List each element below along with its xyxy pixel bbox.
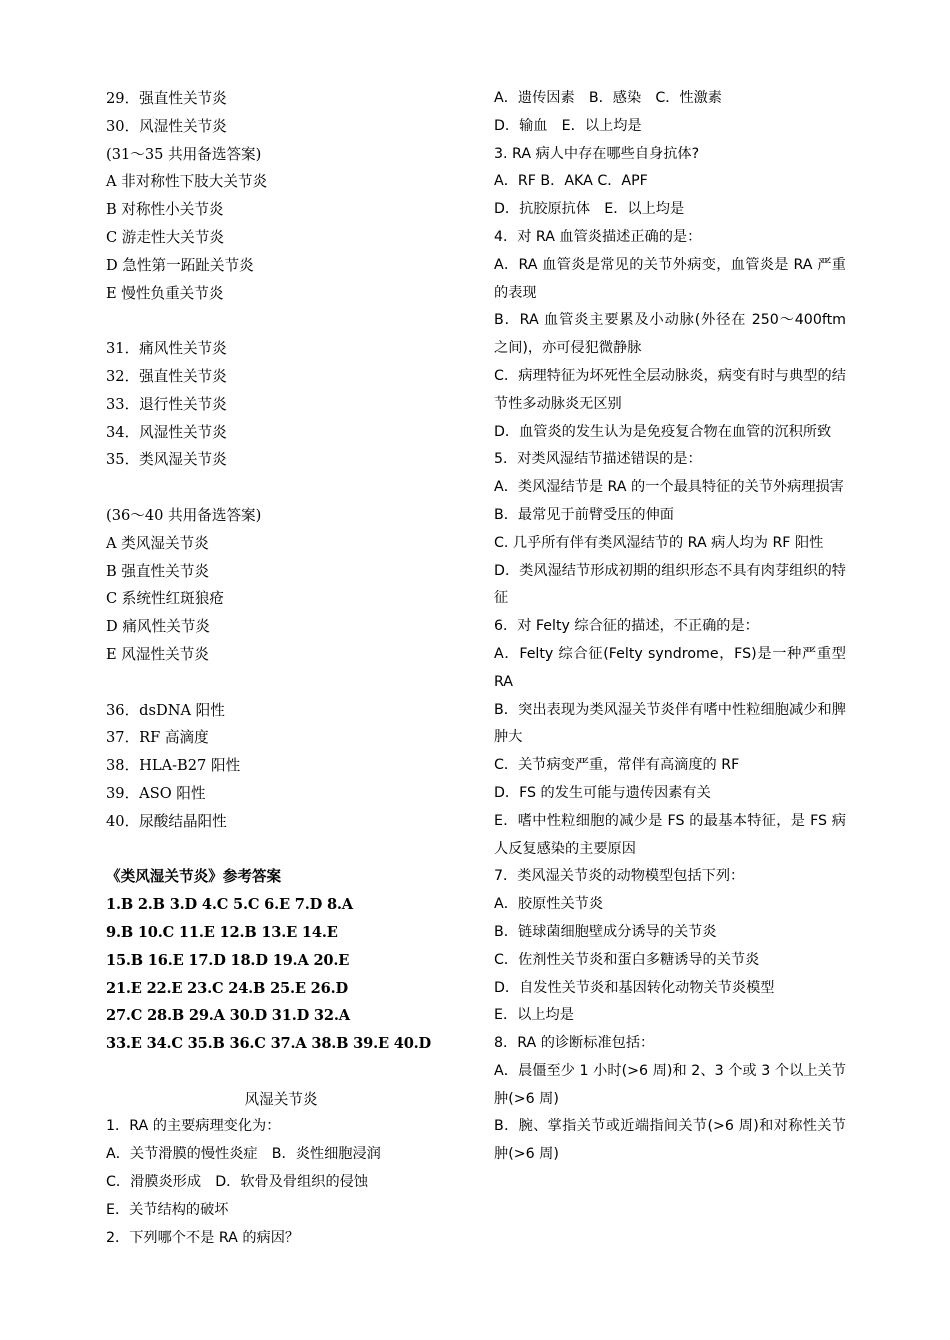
spacer bbox=[106, 307, 456, 335]
section-title: 风湿关节炎 bbox=[244, 1090, 318, 1108]
option-line: D．抗胶原抗体 E．以上均是 bbox=[494, 201, 685, 218]
option-line: B 强直性关节炎 bbox=[106, 562, 209, 580]
option-line: D 痛风性关节炎 bbox=[106, 618, 210, 636]
question-line: 8．RA 的诊断标准包括： bbox=[494, 1035, 655, 1052]
option-line: D．FS 的发生可能与遗传因素有关 bbox=[494, 784, 711, 801]
shared-options-header: (36～40 共用备选答案) bbox=[106, 506, 262, 524]
spacer bbox=[106, 836, 456, 864]
option-line: E．关节结构的破坏 bbox=[106, 1201, 229, 1218]
option-line: B．链球菌细胞壁成分诱导的关节炎 bbox=[494, 923, 717, 940]
option-line: C．滑膜炎形成 D．软骨及骨组织的侵蚀 bbox=[106, 1174, 369, 1191]
option-line: C．病理特征为坏死性全层动脉炎，病变有时与典型的结节性多动脉炎无区别 bbox=[494, 367, 846, 412]
option-line: C．关节病变严重，常伴有高滴度的 RF bbox=[494, 757, 740, 774]
question-line: 5．对类风湿结节描述错误的是： bbox=[494, 451, 702, 468]
answer-key-heading: 《类风湿关节炎》参考答案 bbox=[106, 868, 282, 886]
question-line: 36．dsDNA 阳性 bbox=[106, 701, 225, 719]
question-line: 4．对 RA 血管炎描述正确的是： bbox=[494, 228, 702, 245]
left-column bbox=[106, 85, 456, 1252]
option-line: A．胶原性关节炎 bbox=[494, 896, 604, 913]
option-line: B．腕、掌指关节或近端指间关节(>6 周)和对称性关节肿(>6 周) bbox=[494, 1118, 846, 1163]
option-line: D．类风湿结节形成初期的组织形态不具有肉芽组织的特征 bbox=[494, 562, 846, 607]
option-line: A 非对称性下肢大关节炎 bbox=[106, 173, 268, 191]
option-line: A．晨僵至少 1 小时(>6 周)和 2、3 个或 3 个以上关节肿(>6 周) bbox=[494, 1062, 846, 1107]
option-line: A．遗传因素 B．感染 C．性激素 bbox=[494, 90, 722, 106]
option-line: D．输血 E．以上均是 bbox=[494, 117, 642, 134]
question-line: 31．痛风性关节炎 bbox=[106, 340, 227, 358]
option-line: A．类风湿结节是 RA 的一个最具特征的关节外病理损害 bbox=[494, 479, 844, 496]
question-line: 2．下列哪个不是 RA 的病因？ bbox=[106, 1229, 300, 1246]
option-line: A．RF B．AKA C．APF bbox=[494, 173, 648, 190]
option-line: A．关节滑膜的慢性炎症 B．炎性细胞浸润 bbox=[106, 1146, 381, 1163]
option-line: C 系统性红斑狼疮 bbox=[106, 590, 224, 608]
option-line: A．RA 血管炎是常见的关节外病变，血管炎是 RA 严重的表现 bbox=[494, 256, 846, 301]
option-line: D．自发性关节炎和基因转化动物关节炎模型 bbox=[494, 979, 775, 996]
spacer bbox=[106, 669, 456, 697]
question-line: 3. RA 病人中存在哪些自身抗体? bbox=[494, 145, 700, 162]
option-line: D．血管炎的发生认为是免疫复合物在血管的沉积所致 bbox=[494, 423, 832, 440]
answer-key-line: 9.B 10.C 11.E 12.B 13.E 14.E bbox=[106, 923, 338, 941]
question-line: 30．风湿性关节炎 bbox=[106, 117, 227, 135]
option-line: B．RA 血管炎主要累及小动脉(外径在 250～400ftm 之间)，亦可侵犯微静脉 bbox=[494, 312, 846, 357]
option-line: B 对称性小关节炎 bbox=[106, 201, 224, 219]
shared-options-header: (31～35 共用备选答案) bbox=[106, 145, 262, 163]
option-line: C．佐剂性关节炎和蛋白多糖诱导的关节炎 bbox=[494, 951, 760, 968]
question-line: 6．对 Felty 综合征的描述，不正确的是： bbox=[494, 618, 759, 635]
question-line: 32．强直性关节炎 bbox=[106, 367, 227, 385]
question-line: 34．风湿性关节炎 bbox=[106, 423, 227, 441]
spacer bbox=[106, 1058, 456, 1086]
spacer bbox=[106, 474, 456, 502]
answer-key-line: 15.B 16.E 17.D 18.D 19.A 20.E bbox=[106, 951, 350, 969]
question-line: 29．强直性关节炎 bbox=[106, 90, 227, 107]
question-line: 1．RA 的主要病理变化为： bbox=[106, 1118, 281, 1135]
option-line: D 急性第一跖趾关节炎 bbox=[106, 256, 254, 274]
option-line: C. 几乎所有伴有类风湿结节的 RA 病人均为 RF 阳性 bbox=[494, 534, 824, 551]
option-line: A．Felty 综合征(Felty syndrome，FS)是一种严重型 RA bbox=[494, 645, 846, 690]
option-line: E 慢性负重关节炎 bbox=[106, 284, 224, 302]
option-line: A 类风湿关节炎 bbox=[106, 534, 209, 552]
question-line: 39．ASO 阳性 bbox=[106, 784, 206, 802]
option-line: B．突出表现为类风湿关节炎伴有嗜中性粒细胞减少和脾肿大 bbox=[494, 701, 846, 746]
option-line: C 游走性大关节炎 bbox=[106, 228, 224, 246]
question-line: 7．类风湿关节炎的动物模型包括下列： bbox=[494, 868, 745, 885]
question-line: 40．尿酸结晶阳性 bbox=[106, 812, 227, 830]
option-line: E．以上均是 bbox=[494, 1007, 574, 1024]
right-column bbox=[494, 85, 846, 1169]
option-line: E 风湿性关节炎 bbox=[106, 645, 209, 663]
answer-key-line: 33.E 34.C 35.B 36.C 37.A 38.B 39.E 40.D bbox=[106, 1035, 432, 1053]
question-line: 35．类风湿关节炎 bbox=[106, 451, 227, 469]
option-line: E．嗜中性粒细胞的减少是 FS 的最基本特征，是 FS 病人反复感染的主要原因 bbox=[494, 812, 846, 857]
answer-key-line: 1.B 2.B 3.D 4.C 5.C 6.E 7.D 8.A bbox=[106, 896, 353, 914]
question-line: 38．HLA-B27 阳性 bbox=[106, 757, 241, 775]
question-line: 33．退行性关节炎 bbox=[106, 395, 227, 413]
option-line: B．最常见于前臂受压的伸面 bbox=[494, 506, 674, 523]
answer-key-line: 21.E 22.E 23.C 24.B 25.E 26.D bbox=[106, 979, 348, 997]
question-line: 37．RF 高滴度 bbox=[106, 729, 209, 747]
answer-key-line: 27.C 28.B 29.A 30.D 31.D 32.A bbox=[106, 1007, 350, 1025]
